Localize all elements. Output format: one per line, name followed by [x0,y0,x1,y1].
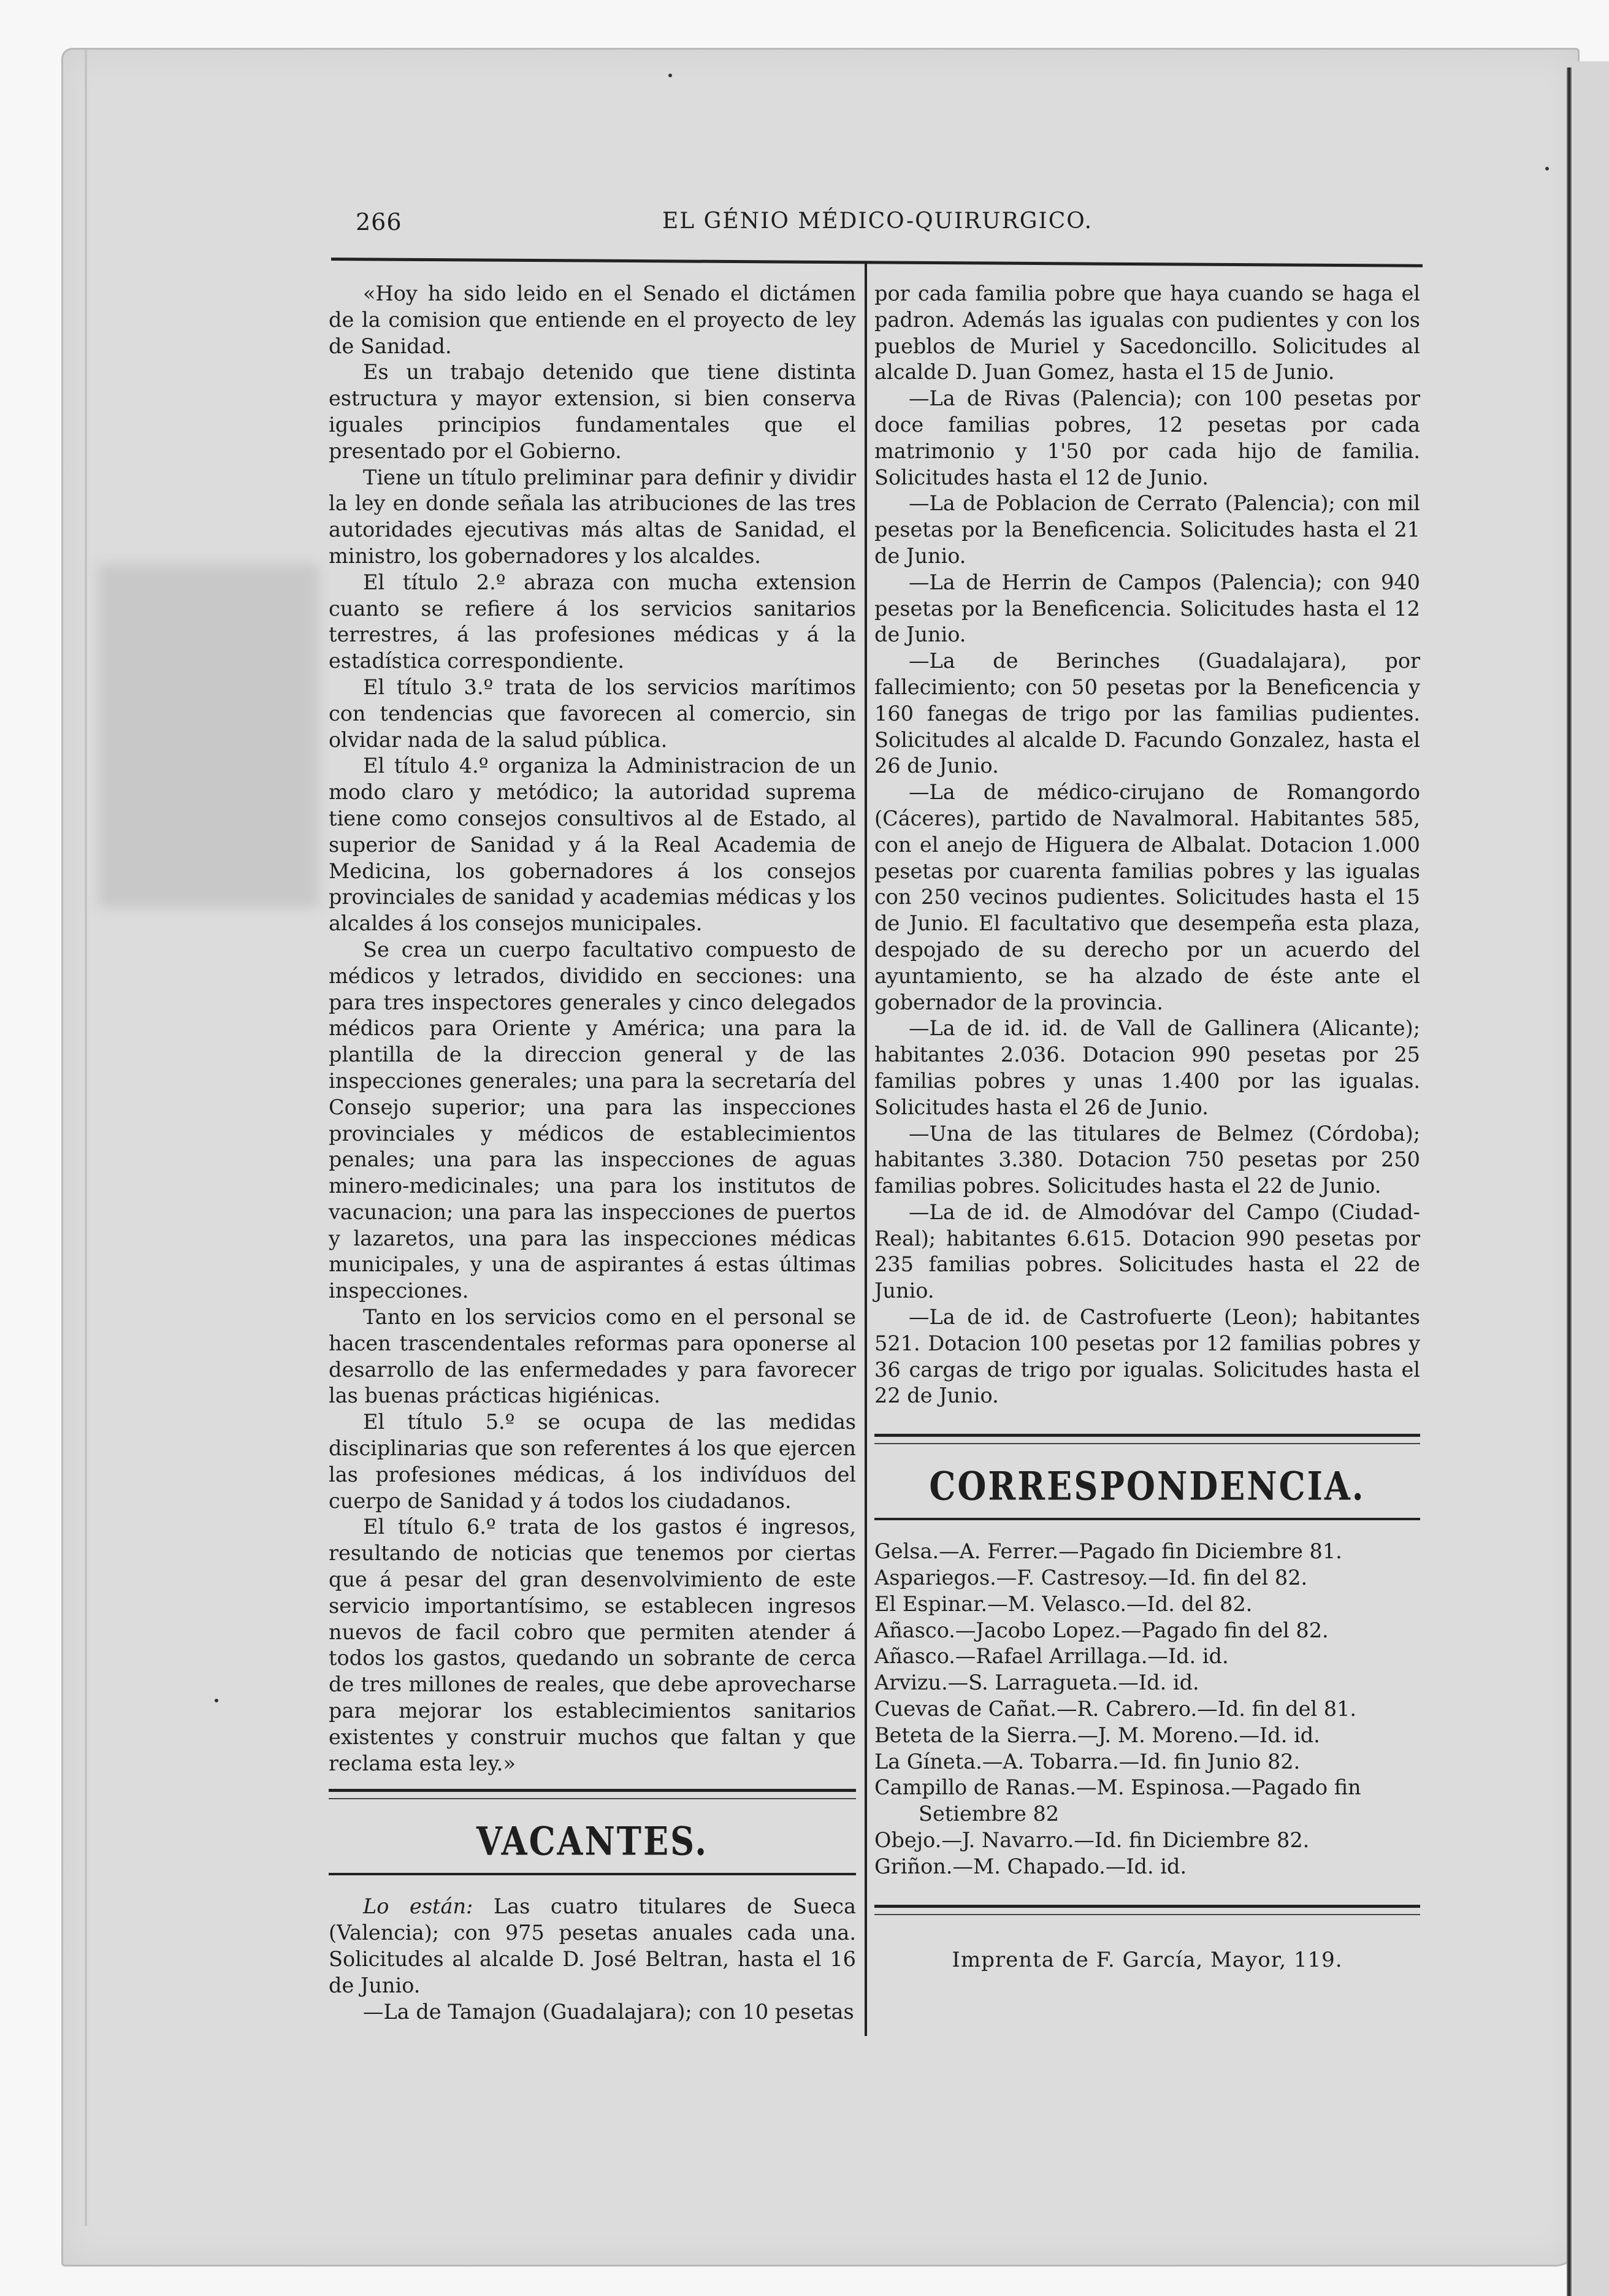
right-column [874,281,1420,1973]
vacancy-entry: por cada familia pobre que haya cuando se haga el padron. Además las igualas con pudientes y con los pueblos de Muriel y Sacedoncillo. Solicitudes al alcalde D. Juan Gomez, hasta el 15 de Junio. [874,281,1420,385]
section-rule [874,1434,1420,1444]
article-paragraph: El título 6.º trata de los gastos é ingresos, resultando de noticias que tenemos por ciertas que á pesar del gran desenvolvimiento de este servicio importantísimo, se establecen ingresos nuevos de facil cobro que permiten atender á todos los gastos, quedando un sobrante de cerca de tres millones de reales, que debe aprovecharse para mejorar los establecimientos sanitarios existentes y construir muchos que faltan y que reclama esta ley.» [329,1515,856,1775]
column-divider [865,264,867,2036]
book-gutter [1567,67,1572,2296]
correspondence-entry: Griñon.—M. Chapado.—Id. id. [874,1854,1187,1878]
article-paragraph: El título 5.º se ocupa de las medidas disciplinarias que son referentes á los que ejercen las profesiones médicas, á los indivíduos del cuerpo de Sanidad y á todos los ciudadanos. [329,1410,856,1513]
vacancy-entry: —La de Tamajon (Guadalajara); con 10 pesetas [363,1999,854,2024]
article-paragraph: El título 2.º abraza con mucha extension cuanto se refiere á los servicios sanitarios terrestres, á las profesiones médicas y á la estadística correspondiente. [329,570,856,673]
correspondence-entry: La Gíneta.—A. Tobarra.—Id. fin Junio 82. [874,1749,1301,1774]
footer-rule [874,1905,1420,1915]
ink-speck [1545,167,1549,170]
correspondence-entry: Obejo.—J. Navarro.—Id. fin Diciembre 82. [874,1828,1310,1853]
left-column [329,281,856,2025]
vacantes-heading: VACANTES. [476,1818,709,1865]
correspondence-entry: Añasco.—Rafael Arrillaga.—Id. id. [874,1644,1229,1669]
vacancy-entry: —La de Berinches (Guadalajara), por fallecimiento; con 50 pesetas por la Beneficencia y 160 fanegas de trigo por las familias pudientes. Solicitudes al alcalde D. Facundo Gonzalez, hasta el 26 de Junio. [874,649,1420,778]
correspondence-entry: Añasco.—Jacobo Lopez.—Pagado fin del 82. [874,1618,1329,1642]
article-paragraph: El título 4.º organiza la Administracion de un modo claro y metódico; la autoridad suprema tiene como consejos consultivos al de Estado, al superior de Sanidad y á la Real Academia de Medicina, los gobernadores á los consejos provinciales de sanidad y academias médicas y los alcaldes á los consejos municipales. [329,754,856,936]
vacancy-entry: —La de Poblacion de Cerrato (Palencia); con mil pesetas por la Beneficencia. Solicitudes hasta el 21 de Junio. [874,491,1420,568]
page-torn-edge [85,49,87,2226]
section-rule [329,1789,856,1799]
correspondence-entry: Cuevas de Cañat.—R. Cabrero.—Id. fin del 81. [874,1697,1357,1721]
article-paragraph: «Hoy ha sido leido en el Senado el dictámen de la comision que entiende en el proyecto de ley de Sanidad. [329,281,856,358]
correspondence-entry: Gelsa.—A. Ferrer.—Pagado fin Diciembre 81. [874,1539,1342,1564]
ink-speck [668,74,672,77]
vacantes-intro [329,1894,856,1999]
section-rule [874,1518,1420,1520]
paper-stain [98,564,319,908]
correspondence-entry: Arvizu.—S. Larragueta.—Id. id. [874,1670,1199,1695]
article-paragraph: Se crea un cuerpo facultativo compuesto de médicos y letrados, dividido en secciones: una para tres inspectores generales y cinco delegados médicos para Oriente y América; una para la plantilla de la direccion general y de las inspecciones generales; una para la secretaría del Consejo superior; una para las inspecciones provinciales y médicos de establecimientos penales; una para las inspecciones de aguas minero-medicinales; una para los institutos de vacunacion; una para las inspecciones de puertos y lazaretos, una para las inspecciones médicas municipales, y una de aspirantes á estas últimas inspecciones. [329,937,856,1303]
article-paragraph: Tiene un título preliminar para definir y dividir la ley en donde señala las atribuciones de las tres autoridades ejecutivas más altas de Sanidad, el ministro, los gobernadores y los alcaldes. [329,465,856,568]
senate-article [329,281,856,1777]
correspondence-list [874,1539,1420,1880]
vacancy-entry: —La de id. id. de Vall de Gallinera (Alicante); habitantes 2.036. Dotacion 990 pesetas por 25 familias pobres y unas 1.400 por las igualas. Solicitudes hasta el 26 de Junio. [874,1016,1420,1119]
vacancy-entry: —La de id. de Castrofuerte (Leon); habitantes 521. Dotacion 100 pesetas por 12 familias pobres y 36 cargas de trigo por igualas. Solicitudes hasta el 22 de Junio. [874,1305,1420,1408]
article-paragraph: El título 3.º trata de los servicios marítimos con tendencias que favorecen al comercio, sin olvidar nada de la salud pública. [329,675,856,752]
vacantes-intro-text: Las cuatro titulares de Sueca (Valencia); con 975 pesetas anuales cada una. Solicitudes al alcalde D. José Beltran, hasta el 16 de Junio. [329,1894,856,1997]
journal-title: EL GÉNIO MÉDICO-QUIRURGICO. [662,209,1093,234]
correspondence-entry: Aspariegos.—F. Castresoy.—Id. fin del 82. [874,1566,1308,1590]
vacancy-entry: —La de médico-cirujano de Romangordo (Cáceres), partido de Navalmoral. Habitantes 585, con el anejo de Higuera de Albalat. Dotacion 1.000 pesetas por cuarenta familias pobres y las igualas con 250 vecinos pudientes. Solicitudes hasta el 15 de Junio. El facultativo que desempeña esta plaza, despojado de su derecho por un acuerdo del ayuntamiento, se ha alzado de éste ante el gobernador de la provincia. [874,780,1420,1014]
ink-speck [215,1699,218,1702]
vacancy-entry: —Una de las titulares de Belmez (Córdoba); habitantes 3.380. Dotacion 750 pesetas por 250 familias pobres. Solicitudes hasta el 22 de Junio. [874,1121,1420,1198]
vacancy-entry: —La de Rivas (Palencia); con 100 pesetas por doce familias pobres, 12 pesetas por cada matrimonio y 1'50 por cada hijo de familia. Solicitudes hasta el 12 de Junio. [874,386,1420,489]
vacancy-entry: —La de Herrin de Campos (Palencia); con 940 pesetas por la Beneficencia. Solicitudes hasta el 12 de Junio. [874,570,1420,647]
correspondence-entry: Campillo de Ranas.—M. Espinosa.—Pagado fin Setiembre 82 [874,1775,1361,1826]
section-rule [329,1873,856,1875]
vacantes-intro-label: Lo están: [363,1894,473,1919]
article-paragraph: Es un trabajo detenido que tiene distinta estructura y mayor extension, si bien conserva iguales principios fundamentales que el presentado por el Gobierno. [329,360,856,463]
correspondencia-heading: CORRESPONDENCIA. [929,1463,1366,1510]
correspondence-entry: El Espinar.—M. Velasco.—Id. del 82. [874,1591,1253,1616]
vacancy-entry: —La de id. de Almodóvar del Campo (Ciudad-Real); habitantes 6.615. Dotacion 990 pesetas por 235 familias pobres. Solicitudes hasta el 22 de Junio. [874,1200,1420,1303]
printer-imprint: Imprenta de F. García, Mayor, 119. [952,1947,1343,1972]
correspondence-entry: Beteta de la Sierra.—J. M. Moreno.—Id. id. [874,1723,1320,1747]
article-paragraph: Tanto en los servicios como en el personal se hacen trascendentales reformas para oponerse al desarrollo de las enfermedades y para favorecer las buenas prácticas higiénicas. [329,1305,856,1408]
facing-page-edge [1572,61,1609,2296]
running-head [356,209,1447,239]
page-number: 266 [356,209,402,235]
